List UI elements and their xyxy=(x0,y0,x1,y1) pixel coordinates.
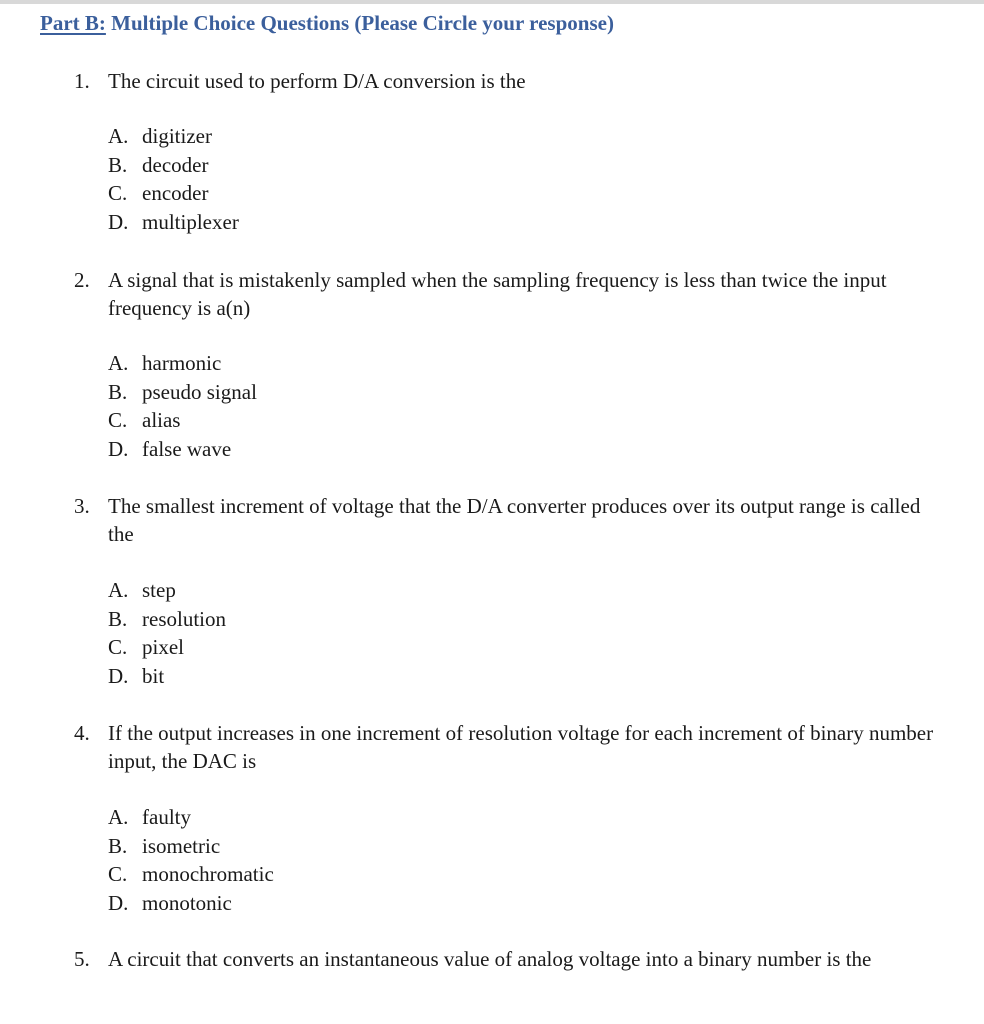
option-letter: D. xyxy=(108,436,129,461)
option-letter: B. xyxy=(108,379,128,404)
option-text: monotonic xyxy=(142,890,232,915)
option-text: isometric xyxy=(142,833,221,858)
option-text: alias xyxy=(142,408,181,432)
question-text: A circuit that converts an instantaneous value of analog voltage into a binary number is the xyxy=(108,947,872,971)
option-letter: B. xyxy=(108,606,128,631)
question-text: The smallest increment of voltage that the D/A converter produces over its output range is called the xyxy=(108,494,921,546)
option-letter: B. xyxy=(108,833,128,858)
option-letter: A. xyxy=(108,578,129,602)
option-letter: D. xyxy=(108,663,129,688)
option-text: monochromatic xyxy=(142,862,274,886)
question-number: 4. xyxy=(74,721,90,745)
option-text: harmonic xyxy=(142,351,222,375)
option-text: pseudo signal xyxy=(142,379,257,404)
option-letter: B. xyxy=(108,152,128,177)
option-text: false wave xyxy=(142,436,232,461)
option-letter: A. xyxy=(108,351,129,375)
question-text: A signal that is mistakenly sampled when the sampling frequency is less than twice the input frequency is a(n) xyxy=(108,268,887,320)
option-text: digitizer xyxy=(142,124,212,148)
option-letter: D. xyxy=(108,209,129,234)
question-number: 3. xyxy=(74,494,90,518)
option-text: encoder xyxy=(142,181,209,205)
question-number: 2. xyxy=(74,268,90,292)
option-letter: C. xyxy=(108,408,128,432)
question-text: The circuit used to perform D/A conversion is the xyxy=(108,69,526,93)
option-letter: C. xyxy=(108,635,128,659)
option-text: resolution xyxy=(142,606,226,631)
option-text: step xyxy=(142,578,176,602)
section-heading xyxy=(40,11,614,36)
option-text: decoder xyxy=(142,152,209,177)
option-text: faulty xyxy=(142,805,191,829)
option-text: bit xyxy=(142,663,165,688)
option-text: multiplexer xyxy=(142,209,239,234)
option-letter: C. xyxy=(108,862,128,886)
option-letter: A. xyxy=(108,805,129,829)
option-text: pixel xyxy=(142,635,184,659)
question-number: 5. xyxy=(74,947,90,971)
option-letter: A. xyxy=(108,124,129,148)
option-letter: D. xyxy=(108,890,129,915)
section-title: Multiple Choice Questions (Please Circle your response) xyxy=(111,11,614,35)
top-divider xyxy=(0,0,984,4)
question-text: If the output increases in one increment of resolution voltage for each increment of binary number input, the DAC is xyxy=(108,721,934,773)
question-number: 1. xyxy=(74,69,90,93)
option-letter: C. xyxy=(108,181,128,205)
part-label: Part B: xyxy=(40,11,106,35)
